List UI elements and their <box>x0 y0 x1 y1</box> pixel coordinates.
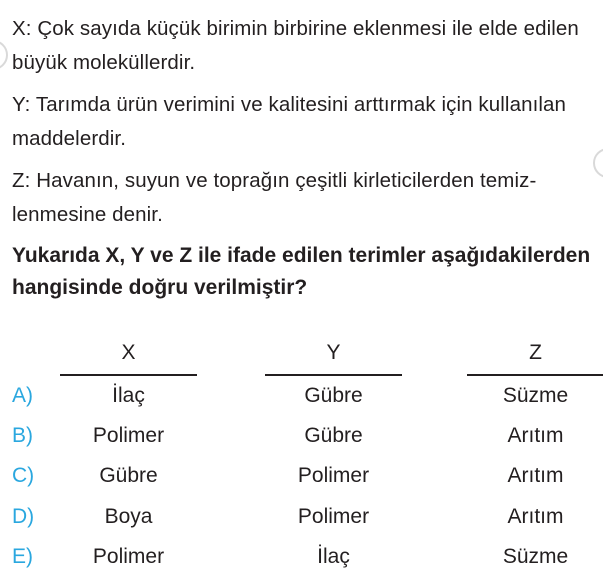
option-cell-z: Arıtım <box>507 464 564 487</box>
option-c[interactable] <box>0 456 603 496</box>
option-cell-z: Süzme <box>502 545 569 568</box>
option-cell-y: Gübre <box>304 424 363 447</box>
statement-x: X: Çok sayıda küçük birimin birbirine eklenmesi ile elde edilen büyük moleküllerdir. <box>12 17 579 74</box>
option-cell-y: Polimer <box>297 464 370 487</box>
option-cell-y: İlaç <box>317 545 350 568</box>
option-d[interactable] <box>0 497 603 537</box>
option-letter[interactable]: E) <box>12 545 33 568</box>
option-cell-x: Polimer <box>92 424 165 447</box>
option-cell-x: İlaç <box>112 384 145 407</box>
option-letter[interactable]: A) <box>12 384 33 407</box>
option-letter[interactable]: C) <box>12 464 35 487</box>
option-a[interactable] <box>0 376 603 416</box>
option-cell-z: Süzme <box>502 384 569 407</box>
option-cell-z: Arıtım <box>507 505 564 528</box>
option-e[interactable] <box>0 537 603 577</box>
option-cell-x: Polimer <box>92 545 165 568</box>
column-header-x: X <box>121 341 136 364</box>
question-text: Yukarıda X, Y ve Z ile ifade edilen terimler aşağıdakilerden hangisinde doğru verilmiştir? <box>12 244 591 299</box>
option-letter[interactable]: B) <box>12 424 33 447</box>
option-cell-y: Gübre <box>304 384 363 407</box>
page-edge-mark-left <box>0 40 8 70</box>
statement-z: Z: Havanın, suyun ve toprağın çeşitli kirleticilerden temizlenmesine denir. <box>12 169 537 226</box>
option-cell-z: Arıtım <box>507 424 564 447</box>
column-header-z: Z <box>529 341 542 364</box>
statement-y: Y: Tarımda ürün verimini ve kalitesini arttırmak için kullanılan maddelerdir. <box>12 93 567 150</box>
column-header-y: Y <box>326 341 341 364</box>
option-cell-x: Gübre <box>99 464 158 487</box>
option-cell-y: Polimer <box>297 505 370 528</box>
option-b[interactable] <box>0 416 603 456</box>
option-cell-x: Boya <box>104 505 153 528</box>
option-letter[interactable]: D) <box>12 505 35 528</box>
